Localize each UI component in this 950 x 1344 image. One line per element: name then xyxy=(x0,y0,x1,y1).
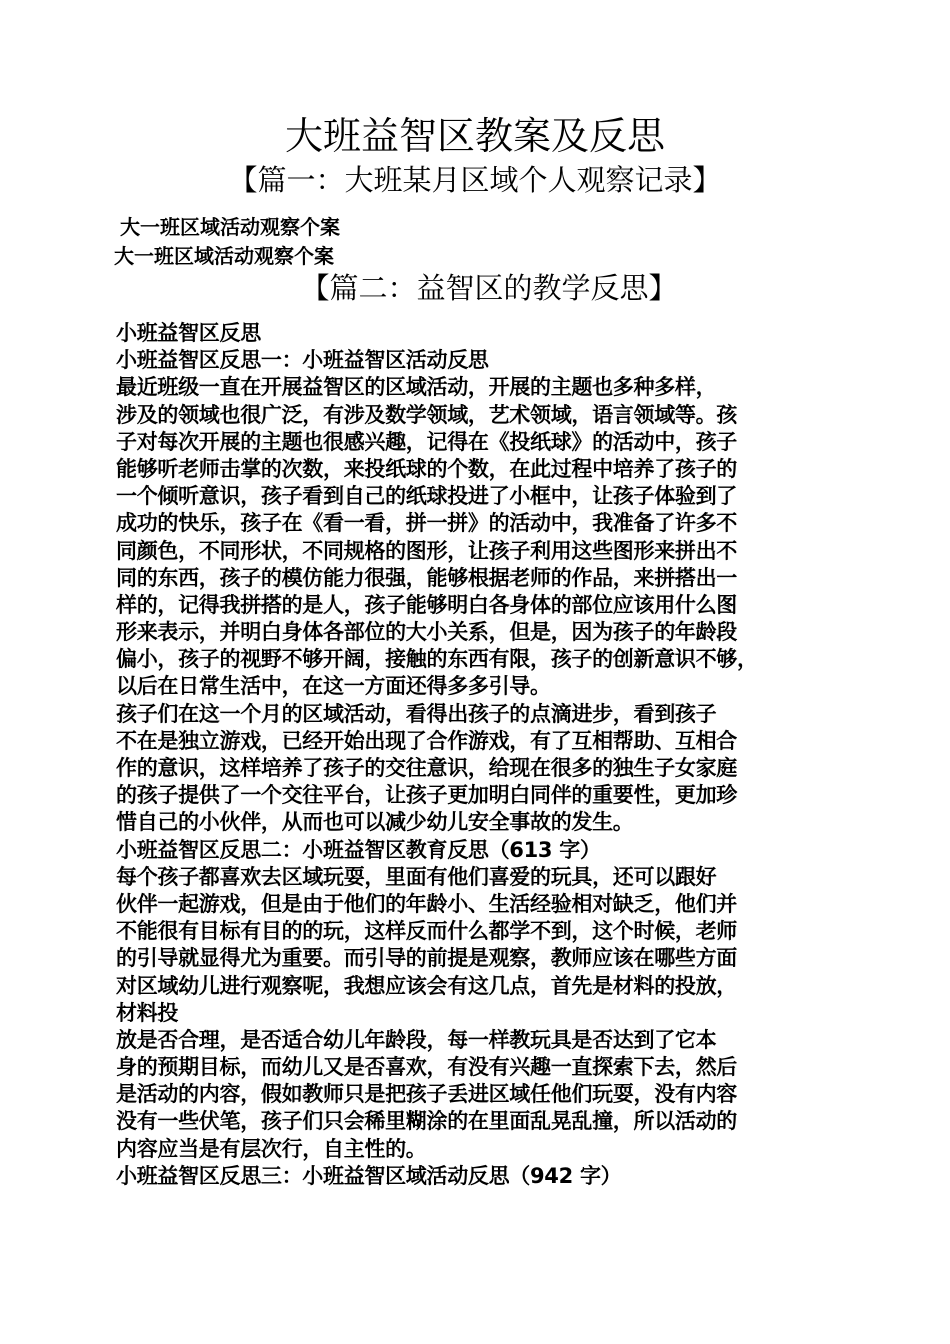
body-line: 对区域幼儿进行观察呢，我想应该会有这几点，首先是材料的投放， xyxy=(116,973,737,998)
section2-heading: 【篇二：益智区的教学反思】 xyxy=(300,271,678,305)
body-line: 内容应当是有层次行，自主性的。 xyxy=(116,1136,427,1161)
body-line: 是活动的内容，假如教师只是把孩子丢进区域任他们玩耍，没有内容 xyxy=(116,1082,737,1107)
body-line: 伙伴一起游戏，但是由于他们的年龄小、生活经验相对缺乏，他们并 xyxy=(116,891,737,916)
body-line: 同颜色，不同形状，不同规格的图形，让孩子利用这些图形来拼出不 xyxy=(116,538,737,563)
body-line: 的引导就显得尤为重要。而引导的前提是观察，教师应该在哪些方面 xyxy=(116,946,737,971)
body-line: 最近班级一直在开展益智区的区域活动，开展的主题也多种多样， xyxy=(116,375,717,400)
body-line: 成功的快乐，孩子在《看一看，拼一拼》的活动中，我准备了许多不 xyxy=(116,511,737,536)
body-line: 不能很有目标有目的的玩，这样反而什么都学不到，这个时候，老师 xyxy=(116,919,737,944)
body-line: 放是否合理，是否适合幼儿年龄段，每一样教玩具是否达到了它本 xyxy=(116,1027,717,1052)
body-text xyxy=(116,320,856,1190)
body-line: 小班益智区反思 xyxy=(116,321,261,345)
section1-subheading-2: 大一班区域活动观察个案 xyxy=(114,244,334,268)
body-line: 同的东西，孩子的模仿能力很强，能够根据老师的作品，来拼搭出一 xyxy=(116,565,737,590)
body-line: 形来表示，并明白身体各部位的大小关系，但是，因为孩子的年龄段 xyxy=(116,620,737,645)
section1-subheading-1: 大一班区域活动观察个案 xyxy=(120,215,340,239)
section1-heading: 【篇一：大班某月区域个人观察记录】 xyxy=(228,163,722,197)
body-line: 身的预期目标，而幼儿又是否喜欢，有没有兴趣一直探索下去，然后 xyxy=(116,1055,737,1080)
body-line: 不在是独立游戏，已经开始出现了合作游戏，有了互相帮助、互相合 xyxy=(116,728,737,753)
body-line: 小班益智区反思三：小班益智区域活动反思（942 字） xyxy=(116,1163,622,1188)
body-line: 涉及的领域也很广泛，有涉及数学领域，艺术领域，语言领域等。孩 xyxy=(116,402,737,427)
body-line: 的孩子提供了一个交往平台，让孩子更加明白同伴的重要性，更加珍 xyxy=(116,783,737,808)
body-line: 以后在日常生活中，在这一方面还得多多引导。 xyxy=(116,674,551,699)
body-line: 孩子们在这一个月的区域活动，看得出孩子的点滴进步，看到孩子 xyxy=(116,701,717,726)
body-line: 每个孩子都喜欢去区域玩耍，里面有他们喜爱的玩具，还可以跟好 xyxy=(116,864,717,889)
body-line: 小班益智区反思一：小班益智区活动反思 xyxy=(116,348,489,373)
document-title: 大班益智区教案及反思 xyxy=(284,114,665,158)
body-line: 惜自己的小伙伴，从而也可以减少幼儿安全事故的发生。 xyxy=(116,810,634,835)
body-line: 材料投 xyxy=(116,1000,179,1025)
body-line: 小班益智区反思二：小班益智区教育反思（613 字） xyxy=(116,837,601,862)
body-line: 一个倾听意识，孩子看到自己的纸球投进了小框中，让孩子体验到了 xyxy=(116,484,737,509)
body-line: 没有一些伏笔，孩子们只会稀里糊涂的在里面乱晃乱撞，所以活动的 xyxy=(116,1109,737,1134)
body-line: 作的意识，这样培养了孩子的交往意识，给现在很多的独生子女家庭 xyxy=(116,756,737,780)
body-line: 子对每次开展的主题也很感兴趣，记得在《投纸球》的活动中，孩子 xyxy=(116,429,737,454)
body-line: 能够听老师击掌的次数，来投纸球的个数，在此过程中培养了孩子的 xyxy=(116,456,737,481)
body-line: 偏小，孩子的视野不够开阔，接触的东西有限，孩子的创新意识不够， xyxy=(116,647,758,672)
body-line: 样的，记得我拼搭的是人，孩子能够明白各身体的部位应该用什么图 xyxy=(116,592,737,617)
